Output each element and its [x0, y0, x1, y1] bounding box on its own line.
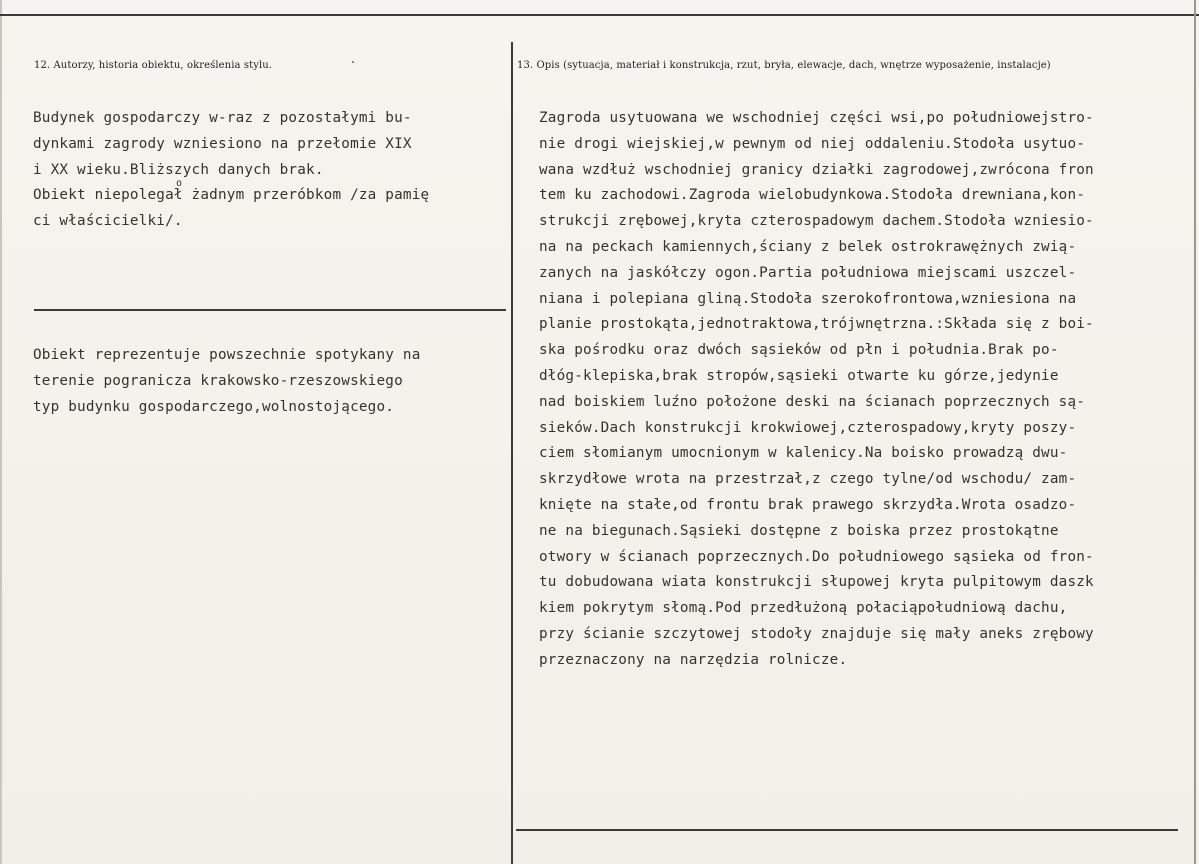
ink-speck: [352, 61, 354, 63]
section-12-heading: 12. Autorzy, historia obiektu, określenia stylu.: [34, 60, 273, 71]
section-13-heading: 13. Opis (sytuacja, materiał i konstrukcja, rzut, bryła, elewacje, dach, wnętrze wyposażenie, instalacje): [517, 60, 1051, 71]
column-divider: [511, 42, 513, 864]
card-left-edge: [0, 0, 2, 864]
left-section-rule: [34, 309, 506, 311]
style-text: Obiekt reprezentuje powszechnie spotykany na terenie pogranicza krakowsko-rzeszowskiego typ budynku gospodarczego,wolnostojącego.: [33, 347, 421, 415]
top-rule: [0, 14, 1199, 16]
handwritten-correction: o: [176, 178, 183, 189]
right-section-rule: [516, 829, 1178, 831]
card-right-edge: [1194, 0, 1196, 864]
history-text: Budynek gospodarczy w-raz z pozostałymi bu- dynkami zagrody wzniesiono na przełomie XIX i XX wieku.Bliższych danych brak. Obiekt niepolegał żadnym przeróbkom /za pamię ci właścicielki/.: [33, 110, 430, 230]
description-text: Zagroda usytuowana we wschodniej części wsi,po południowejstro- nie drogi wiejskiej,w pewnym od niej oddaleniu.Stodoła usytuo- wana wzdłuż wschodniej granicy działki zagrodowej,zwrócona fron tem ku zachodowi.Zagroda wielobudynkowa.Stodoła drewniana,kon- strukcji zrębowej,kryta czterospadowym dachem.Stodoła wzniesio- na na peckach kamiennych,ściany z belek ostrokrawężnych zwią- zanych na jaskółczy ogon.Partia południowa miejscami uszczel- niana i polepiana gliną.Stodoła szerokofrontowa,wzniesiona na planie prostokąta,jednotraktowa,trójwnętrzna.:Składa się z boi- ska pośrodku oraz dwóch sąsieków od płn i południa.Brak po- dłóg-klepiska,brak stropów,sąsieki otwarte ku górze,jedynie nad boiskiem luźno położone deski na ścianach poprzecznych są- sieków.Dach konstrukcji krokwiowej,czterospadowy,kryty poszy- ciem słomianym umocnionym w kalenicy.Na boisko prowadzą dwu- skrzydłowe wrota na przestrzał,z czego tylne/od wschodu/ zam- knięte na stałe,od frontu brak prawego skrzydła.Wrota osadzo- ne na biegunach.Sąsieki dostępne z boiska przez prostokątne otwory w ścianach poprzecznych.Do południowego sąsieka od fron- tu dobudowana wiata konstrukcji słupowej kryta pulpitowym daszk kiem pokrytym słomą.Pod przedłużoną połaciąpołudniową dachu, przy ścianie szczytowej stodoły znajduje się mały aneks zrębowy przeznaczony na narzędzia rolnicze.: [539, 110, 1094, 668]
